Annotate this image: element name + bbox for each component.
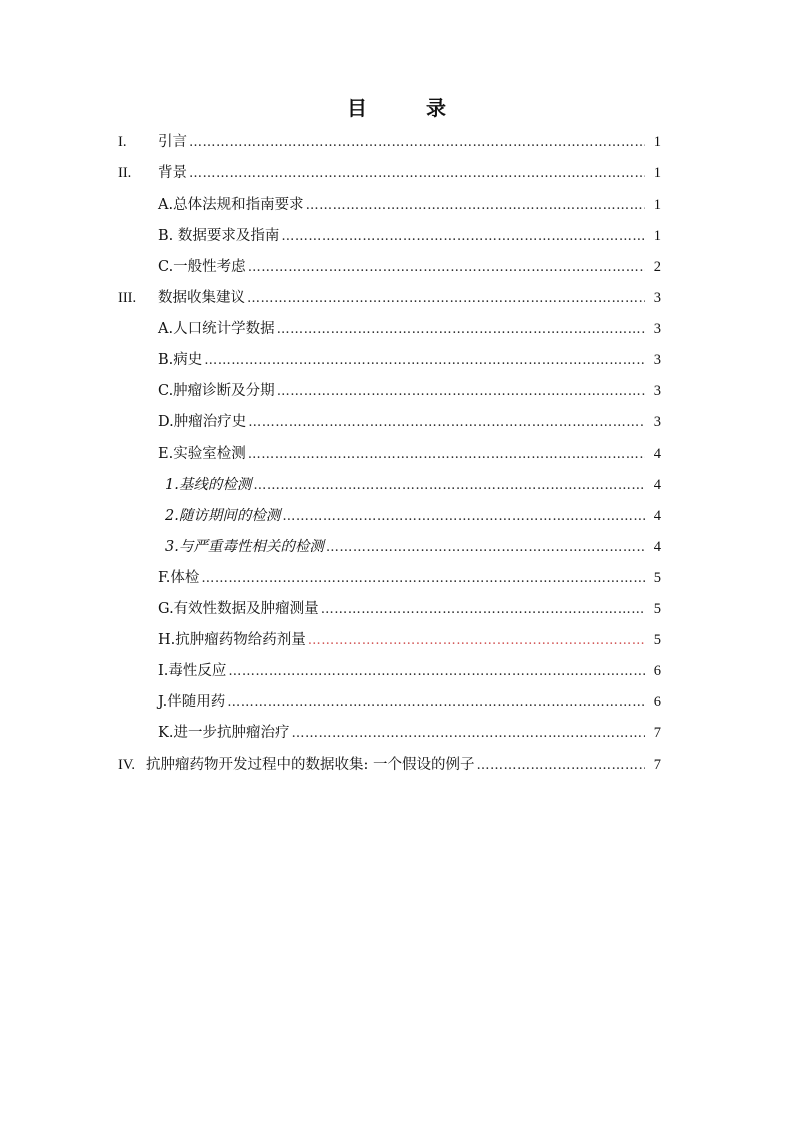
toc-page-number: 5 <box>653 601 661 617</box>
toc-entry-treatment-history[interactable] <box>158 411 661 433</box>
toc-entry-label: 3.与严重毒性相关的检测 <box>165 539 324 555</box>
toc-entry-label: 2.随访期间的检测 <box>165 508 281 524</box>
toc-dot-leader <box>326 537 645 559</box>
toc-entry-label: I.毒性反应 <box>158 663 227 679</box>
toc-page-number: 3 <box>653 352 661 368</box>
toc-entry-toxicity-tests[interactable] <box>165 536 661 558</box>
toc-entry-label: F.体检 <box>158 570 200 586</box>
toc-page-number: 4 <box>653 539 661 555</box>
toc-entry-label: B.病史 <box>158 352 203 368</box>
toc-entry-tumor-diagnosis[interactable] <box>158 380 661 402</box>
toc-page-number: 5 <box>653 570 661 586</box>
toc-entry-number: III. <box>118 290 137 306</box>
toc-page-number: 4 <box>653 508 661 524</box>
toc-entry-data-collection[interactable] <box>118 287 661 309</box>
toc-dot-leader <box>228 661 645 683</box>
toc-dot-leader <box>248 257 645 279</box>
toc-page-number: 4 <box>653 477 661 493</box>
toc-dot-leader <box>227 692 645 714</box>
toc-entry-label: C.肿瘤诊断及分期 <box>158 383 275 399</box>
toc-entry-regulations[interactable] <box>158 194 661 216</box>
toc-entry-label: 数据收集建议 <box>158 290 245 306</box>
toc-entry-hypothetical-example[interactable] <box>118 754 661 776</box>
toc-entry-label: 背景 <box>158 165 187 181</box>
toc-dot-leader <box>291 723 645 745</box>
toc-entry-label: E.实验室检测 <box>158 446 246 462</box>
toc-entry-label: K.进一步抗肿瘤治疗 <box>158 725 290 741</box>
toc-entry-background[interactable] <box>118 162 661 184</box>
toc-entry-demographics[interactable] <box>158 318 661 340</box>
toc-entry-label: C.一般性考虑 <box>158 259 246 275</box>
toc-dot-leader <box>247 288 645 310</box>
toc-entry-efficacy-data[interactable] <box>158 598 661 620</box>
toc-dot-leader <box>321 599 645 621</box>
toc-dot-leader <box>248 444 645 466</box>
toc-title: 目 录 <box>347 96 472 120</box>
toc-entry-label: 1.基线的检测 <box>165 477 252 493</box>
toc-page-number: 3 <box>653 290 661 306</box>
toc-page-number: 2 <box>653 259 661 275</box>
toc-dot-leader <box>248 412 645 434</box>
toc-dot-leader <box>277 319 645 341</box>
toc-entry-number: I. <box>118 134 127 150</box>
toc-entry-label: J.伴随用药 <box>158 694 226 710</box>
toc-entry-label: D.肿瘤治疗史 <box>158 414 247 430</box>
toc-entry-introduction[interactable] <box>118 131 661 153</box>
toc-entry-followup-tests[interactable] <box>165 505 661 527</box>
toc-dot-leader <box>201 568 645 590</box>
toc-page-number: 7 <box>653 725 661 741</box>
toc-page-number: 1 <box>653 165 661 181</box>
toc-page-number: 5 <box>653 632 661 648</box>
toc-page-number: 4 <box>653 446 661 462</box>
toc-entry-label: 抗肿瘤药物开发过程中的数据收集: 一个假设的例子 <box>146 757 475 773</box>
toc-entry-number: II. <box>118 165 132 181</box>
toc-entry-label: 引言 <box>158 134 187 150</box>
toc-dot-leader <box>477 755 646 777</box>
toc-entry-label: H.抗肿瘤药物给药剂量 <box>158 632 306 648</box>
toc-page-number: 3 <box>653 383 661 399</box>
toc-entry-drug-dosage[interactable] <box>158 629 661 651</box>
toc-entry-further-treatment[interactable] <box>158 722 661 744</box>
toc-dot-leader <box>253 475 645 497</box>
toc-page-number: 1 <box>653 197 661 213</box>
toc-page-number: 6 <box>653 694 661 710</box>
toc-page-number: 7 <box>653 757 661 773</box>
toc-page-number: 3 <box>653 414 661 430</box>
toc-dot-leader <box>308 630 645 652</box>
toc-entry-label: A.人口统计学数据 <box>158 321 275 337</box>
toc-page-number: 1 <box>653 134 661 150</box>
toc-page-number: 6 <box>653 663 661 679</box>
toc-entry-general-considerations[interactable] <box>158 256 661 278</box>
toc-entry-baseline-tests[interactable] <box>165 474 661 496</box>
toc-entry-physical-exam[interactable] <box>158 567 661 589</box>
toc-dot-leader <box>204 350 645 372</box>
toc-page-number: 1 <box>653 228 661 244</box>
toc-entry-data-requirements[interactable] <box>158 225 661 247</box>
toc-dot-leader <box>189 132 645 154</box>
toc-dot-leader <box>282 506 645 528</box>
toc-entry-medical-history[interactable] <box>158 349 661 371</box>
toc-dot-leader <box>306 195 645 217</box>
toc-dot-leader <box>281 226 645 248</box>
toc-entry-label: B. 数据要求及指南 <box>158 228 280 244</box>
toc-page-number: 3 <box>653 321 661 337</box>
toc-entry-lab-tests[interactable] <box>158 443 661 465</box>
toc-dot-leader <box>277 381 645 403</box>
toc-entry-toxicity[interactable] <box>158 660 661 682</box>
toc-entry-label: G.有效性数据及肿瘤测量 <box>158 601 319 617</box>
toc-entry-concomitant-meds[interactable] <box>158 691 661 713</box>
toc-entry-label: A.总体法规和指南要求 <box>158 197 304 213</box>
toc-entry-number: IV. <box>118 757 136 773</box>
toc-dot-leader <box>189 163 645 185</box>
